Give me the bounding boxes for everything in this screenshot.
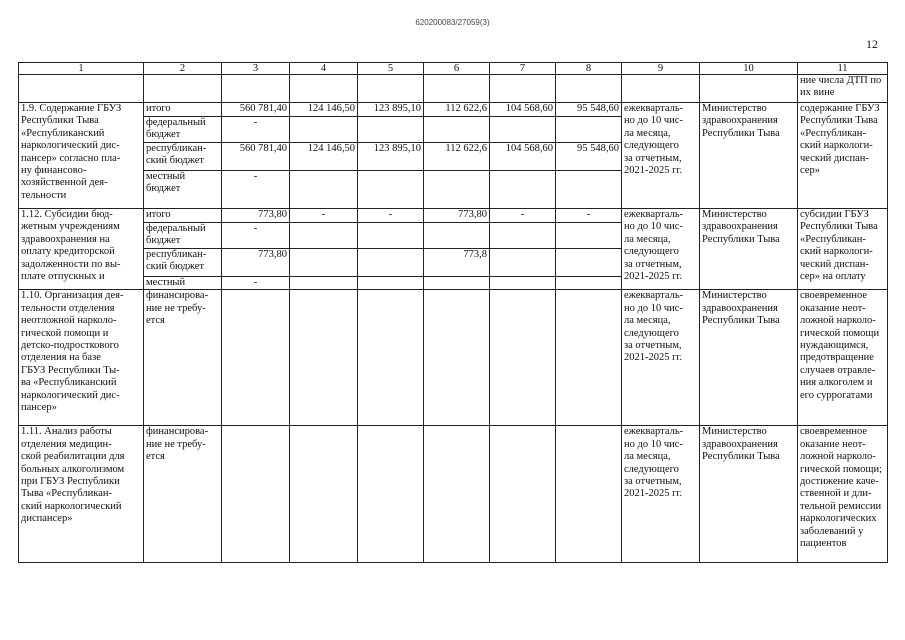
row-1-10 — [19, 290, 888, 426]
continuation-text: ние числа ДТП по их вине — [798, 75, 888, 103]
deadline: ежекварталь- но до 10 чис- ла месяца, следующего за отчетным, 2021-2025 гг. — [622, 426, 700, 563]
amount-4 — [290, 277, 358, 290]
amount-3: 773,80 — [222, 249, 290, 277]
responsible: Министерство здравоохранения Республики Тыва — [700, 209, 798, 290]
amount-3: - — [222, 171, 290, 209]
amount-7 — [490, 277, 556, 290]
expected-result: своевременное оказание неот- ложной нарколо- гической помощи; достижение каче- ственной и дли- тельной ремиссии наркологических заболеваний у пациентов — [798, 426, 888, 563]
column-number: 3 — [222, 63, 290, 75]
amount-8 — [556, 223, 622, 249]
amount-4: - — [290, 209, 358, 223]
amount-5 — [358, 277, 424, 290]
amount-7: 104 568,60 — [490, 143, 556, 171]
amount-5 — [358, 249, 424, 277]
amount-8 — [556, 117, 622, 143]
column-number: 4 — [290, 63, 358, 75]
amount-5 — [358, 171, 424, 209]
amount-3: - — [222, 277, 290, 290]
amount-6 — [424, 277, 490, 290]
activity-name: 1.10. Организация дея- тельности отделения неотложной нарколо- гической помощи и детско-подросткового отделения на базе ГБУЗ Республики Ты- ва «Республиканский наркологический дис- пансер» — [19, 290, 144, 426]
amount-7 — [490, 223, 556, 249]
amount-6: 773,8 — [424, 249, 490, 277]
column-number-row — [19, 63, 888, 75]
amount-4 — [290, 249, 358, 277]
amount-6: 773,80 — [424, 209, 490, 223]
column-number: 10 — [700, 63, 798, 75]
activity-name: 1.11. Анализ работы отделения медицин- ской реабилитации для больных алкоголизмом при ГБУЗ Республики Тыва «Республикан- ский наркологический диспансер» — [19, 426, 144, 563]
column-number: 9 — [622, 63, 700, 75]
document-id: 620200083/27059(3) — [415, 18, 490, 27]
activity-name: 1.9. Содержание ГБУЗ Республики Тыва «Республиканский наркологический дис- пансер» согласно пла- ну финансово- хозяйственной дея- тельности — [19, 103, 144, 209]
budget-source-label: итого — [144, 209, 222, 223]
amount-8 — [556, 277, 622, 290]
amount-5 — [358, 223, 424, 249]
amount-7 — [490, 171, 556, 209]
deadline: ежекварталь- но до 10 чис- ла месяца, следующего за отчетным, 2021-2025 гг. — [622, 290, 700, 426]
amount-8 — [556, 249, 622, 277]
amount-3: 560 781,40 — [222, 103, 290, 117]
column-number: 7 — [490, 63, 556, 75]
budget-source-label: республикан- ский бюджет — [144, 143, 222, 171]
column-number: 8 — [556, 63, 622, 75]
program-table — [18, 62, 888, 563]
row-1-11 — [19, 426, 888, 563]
expected-result: содержание ГБУЗ Республики Тыва «Республикан- ский наркологи- ческий диспан- сер» — [798, 103, 888, 209]
amount-8: 95 548,60 — [556, 143, 622, 171]
activity-name: 1.12. Субсидии бюд- жетным учреждениям здравоохранения на оплату кредиторской задолженности по вы- плате отпускных и — [19, 209, 144, 290]
column-number: 11 — [798, 63, 888, 75]
deadline: ежекварталь- но до 10 чис- ла месяца, следующего за отчетным, 2021-2025 гг. — [622, 209, 700, 290]
amount-4 — [290, 223, 358, 249]
budget-source-label: республикан- ский бюджет — [144, 249, 222, 277]
budget-source-row — [19, 103, 888, 117]
amount-4: 124 146,50 — [290, 143, 358, 171]
funding-note: финансирова- ние не требу- ется — [144, 290, 222, 426]
amount-5: 123 895,10 — [358, 103, 424, 117]
amount-7: - — [490, 209, 556, 223]
amount-3: - — [222, 117, 290, 143]
amount-6: 112 622,6 — [424, 143, 490, 171]
page-number: 12 — [866, 37, 878, 51]
amount-6: 112 622,6 — [424, 103, 490, 117]
deadline: ежекварталь- но до 10 чис- ла месяца, следующего за отчетным, 2021-2025 гг. — [622, 103, 700, 209]
column-number: 1 — [19, 63, 144, 75]
budget-source-label: федеральный бюджет — [144, 117, 222, 143]
amount-6 — [424, 117, 490, 143]
expected-result: своевременное оказание неот- ложной нарколо- гической помощи нуждающимся, предотвращение случаев отравле- ния алкоголем и его суррогатами — [798, 290, 888, 426]
amount-6 — [424, 223, 490, 249]
amount-4 — [290, 117, 358, 143]
amount-5: 123 895,10 — [358, 143, 424, 171]
budget-source-row — [19, 209, 888, 223]
responsible: Министерство здравоохранения Республики Тыва — [700, 290, 798, 426]
amount-5: - — [358, 209, 424, 223]
continuation-row — [19, 75, 888, 103]
amount-5 — [358, 117, 424, 143]
budget-source-label: федеральный бюджет — [144, 223, 222, 249]
responsible: Министерство здравоохранения Республики Тыва — [700, 426, 798, 563]
amount-8: - — [556, 209, 622, 223]
column-number: 6 — [424, 63, 490, 75]
column-number: 5 — [358, 63, 424, 75]
amount-4 — [290, 171, 358, 209]
amount-7 — [490, 249, 556, 277]
amount-3: - — [222, 223, 290, 249]
amount-4: 124 146,50 — [290, 103, 358, 117]
budget-source-label: местный бюджет — [144, 171, 222, 209]
amount-7 — [490, 117, 556, 143]
funding-note: финансирова- ние не требу- ется — [144, 426, 222, 563]
amount-6 — [424, 171, 490, 209]
expected-result: субсидии ГБУЗ Республики Тыва «Республикан- ский наркологи- ческий диспан- сер» на оплату — [798, 209, 888, 290]
amount-8 — [556, 171, 622, 209]
row-1-9 — [19, 209, 888, 290]
amount-8: 95 548,60 — [556, 103, 622, 117]
column-number: 2 — [144, 63, 222, 75]
amount-3: 773,80 — [222, 209, 290, 223]
amount-7: 104 568,60 — [490, 103, 556, 117]
amount-3: 560 781,40 — [222, 143, 290, 171]
responsible: Министерство здравоохранения Республики Тыва — [700, 103, 798, 209]
budget-source-label: местный — [144, 277, 222, 290]
budget-source-label: итого — [144, 103, 222, 117]
